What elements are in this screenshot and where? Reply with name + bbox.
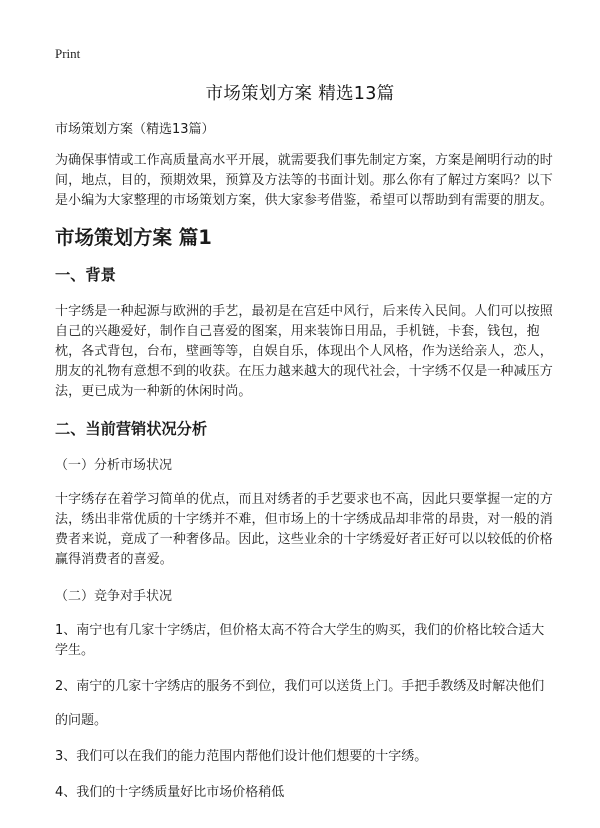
article-heading: 市场策划方案 篇1 xyxy=(55,226,212,249)
subsection-heading-competitors: （二）竞争对手状况 xyxy=(55,589,173,604)
market-paragraph: 十字绣存在着学习简单的优点，而且对绣者的手艺要求也不高，因此只要掌握一定的方法，绣出非常优质的十字绣并不难，但市场上的十字绣成品却非常的昂贵，对一般的消费者来说，竟成了一种奢侈品。因此，这些业余的十字绣爱好者正好可以以较低的价格赢得消费者的喜爱。 xyxy=(55,492,553,567)
page-title: 市场策划方案 精选13篇 xyxy=(205,84,395,104)
section-heading-market-analysis: 二、当前营销状况分析 xyxy=(55,420,208,438)
list-item: 1、南宁也有几家十字绣店，但价格太高不符合大学生的购买，我们的价格比较合适大学生。 xyxy=(55,623,545,658)
section-heading-background: 一、背景 xyxy=(55,266,116,284)
list-item: 3、我们可以在我们的能力范围内帮他们设计他们想要的十字绣。 xyxy=(55,749,428,764)
list-item-continuation: 的问题。 xyxy=(55,713,108,728)
subsection-heading-market: （一）分析市场状况 xyxy=(55,458,173,473)
print-link[interactable]: Print xyxy=(55,46,81,61)
background-paragraph: 十字绣是一种起源与欧洲的手艺，最初是在宫廷中风行，后来传入民间。人们可以按照自己的兴趣爱好，制作自己喜爱的图案，用来装饰日用品，手机链，卡套，钱包，抱枕，各式背包，台布，壁画等等，自娱自乐，体现出个人风格，作为送给亲人，恋人，朋友的礼物有意想不到的收获。在压力越来越大的现代社会，十字绣不仅是一种减压方法，更已成为一种新的休闲时尚。 xyxy=(55,304,553,399)
intro-paragraph: 为确保事情或工作高质量高水平开展，就需要我们事先制定方案，方案是阐明行动的时间，地点，目的，预期效果，预算及方法等的书面计划。那么你有了解过方案吗？以下是小编为大家整理的市场策划方案，供大家参考借鉴，希望可以帮助到有需要的朋友。 xyxy=(55,153,553,208)
article-body xyxy=(55,120,555,819)
list-item: 4、我们的十字绣质量好比市场价格稍低 xyxy=(55,785,285,800)
list-item: 2、南宁的几家十字绣店的服务不到位，我们可以送货上门。手把手教绣及时解决他们 xyxy=(55,679,545,694)
article-subtitle: 市场策划方案（精选13篇） xyxy=(55,122,215,137)
